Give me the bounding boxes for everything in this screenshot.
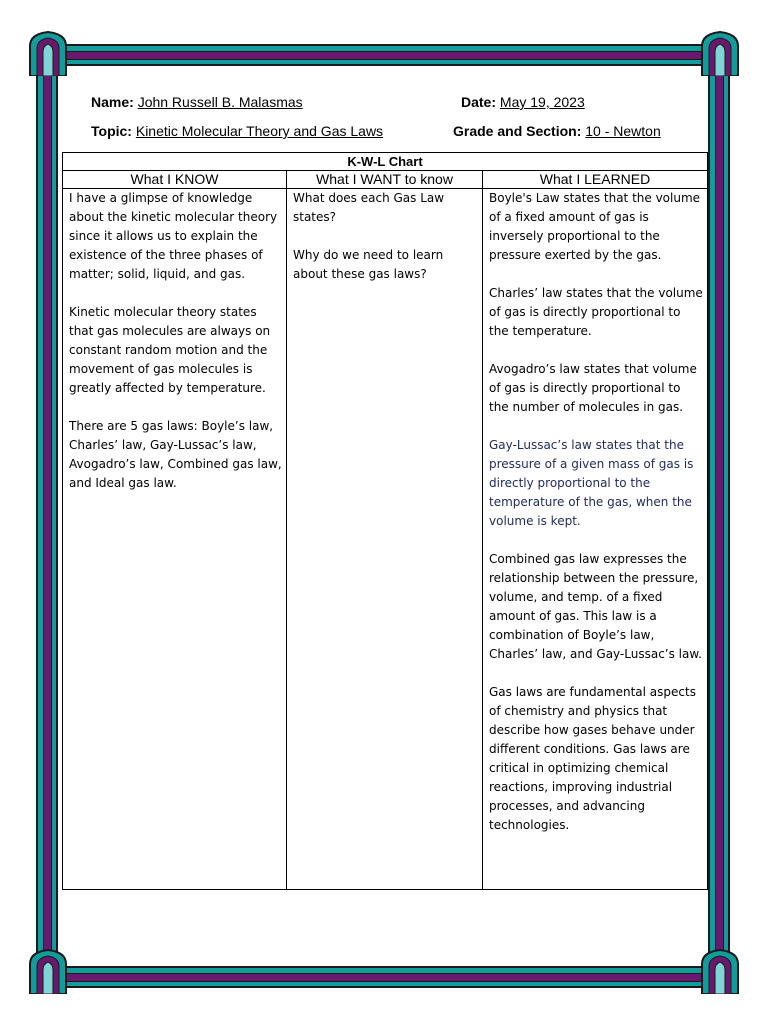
date-value: May 19, 2023 bbox=[499, 94, 585, 110]
date-label: Date: bbox=[461, 94, 497, 110]
topic-label: Topic: bbox=[91, 123, 132, 139]
learned-paragraph: Combined gas law expresses the relationship between the pressure, volume, and temp. of a fixed amount of gas. This law is a combination of Boyle’s law, Charles’ law, and Gay-Lussac’s law. bbox=[489, 552, 702, 661]
border-right bbox=[708, 60, 730, 964]
grade-value: 10 - Newton bbox=[585, 123, 661, 139]
chart-title: K-W-L Chart bbox=[63, 153, 708, 171]
want-cell bbox=[287, 189, 483, 890]
learned-paragraph: Gay-Lussac’s law states that the pressure of a given mass of gas is directly proportional to the temperature of the gas, when the volume is kept. bbox=[489, 438, 694, 528]
learned-paragraph: Avogadro’s law states that volume of gas is directly proportional to the number of molecules in gas. bbox=[489, 362, 697, 414]
corner-bottom-right-ornament bbox=[700, 948, 740, 994]
border-bottom bbox=[48, 966, 720, 988]
kwl-chart-table bbox=[62, 152, 708, 890]
learned-paragraph: Boyle's Law states that the volume of a fixed amount of gas is inversely proportional to the pressure exerted by the gas. bbox=[489, 191, 701, 262]
column-header-know: What I KNOW bbox=[63, 171, 287, 189]
name-label: Name: bbox=[91, 94, 134, 110]
learned-paragraph: Charles’ law states that the volume of gas is directly proportional to the temperature. bbox=[489, 286, 703, 338]
want-question: Why do we need to learn about these gas laws? bbox=[293, 248, 444, 281]
name-value: John Russell B. Malasmas bbox=[137, 94, 303, 110]
know-paragraph: I have a glimpse of knowledge about the kinetic molecular theory since it allows us to explain the existence of the three phases of matter; solid, liquid, and gas. bbox=[69, 191, 278, 281]
corner-top-right-ornament bbox=[700, 30, 740, 76]
know-cell bbox=[63, 189, 287, 890]
corner-top-left-ornament bbox=[28, 30, 68, 76]
border-left bbox=[36, 60, 58, 964]
know-paragraph: Kinetic molecular theory states that gas molecules are always on constant random motion and the movement of gas molecules is greatly affected by temperature. bbox=[69, 305, 271, 395]
name-field bbox=[91, 94, 303, 110]
topic-field bbox=[91, 123, 446, 139]
want-question: What does each Gas Law states? bbox=[293, 191, 445, 224]
topic-value: Kinetic Molecular Theory and Gas Laws bbox=[135, 123, 384, 139]
know-paragraph: There are 5 gas laws: Boyle’s law, Charles’ law, Gay-Lussac’s law, Avogadro’s law, Combined gas law, and Ideal gas law. bbox=[69, 419, 282, 490]
column-header-want: What I WANT to know bbox=[287, 171, 483, 189]
border-top bbox=[48, 44, 720, 66]
corner-bottom-left-ornament bbox=[28, 948, 68, 994]
grade-field bbox=[453, 123, 661, 139]
column-header-learned: What I LEARNED bbox=[483, 171, 708, 189]
learned-paragraph: Gas laws are fundamental aspects of chemistry and physics that describe how gases behave under different conditions. Gas laws are critical in optimizing chemical reactions, improving industrial processes, and advancing technologies. bbox=[489, 685, 696, 832]
learned-cell bbox=[483, 189, 708, 890]
date-field bbox=[461, 94, 585, 110]
grade-label: Grade and Section: bbox=[453, 123, 582, 139]
